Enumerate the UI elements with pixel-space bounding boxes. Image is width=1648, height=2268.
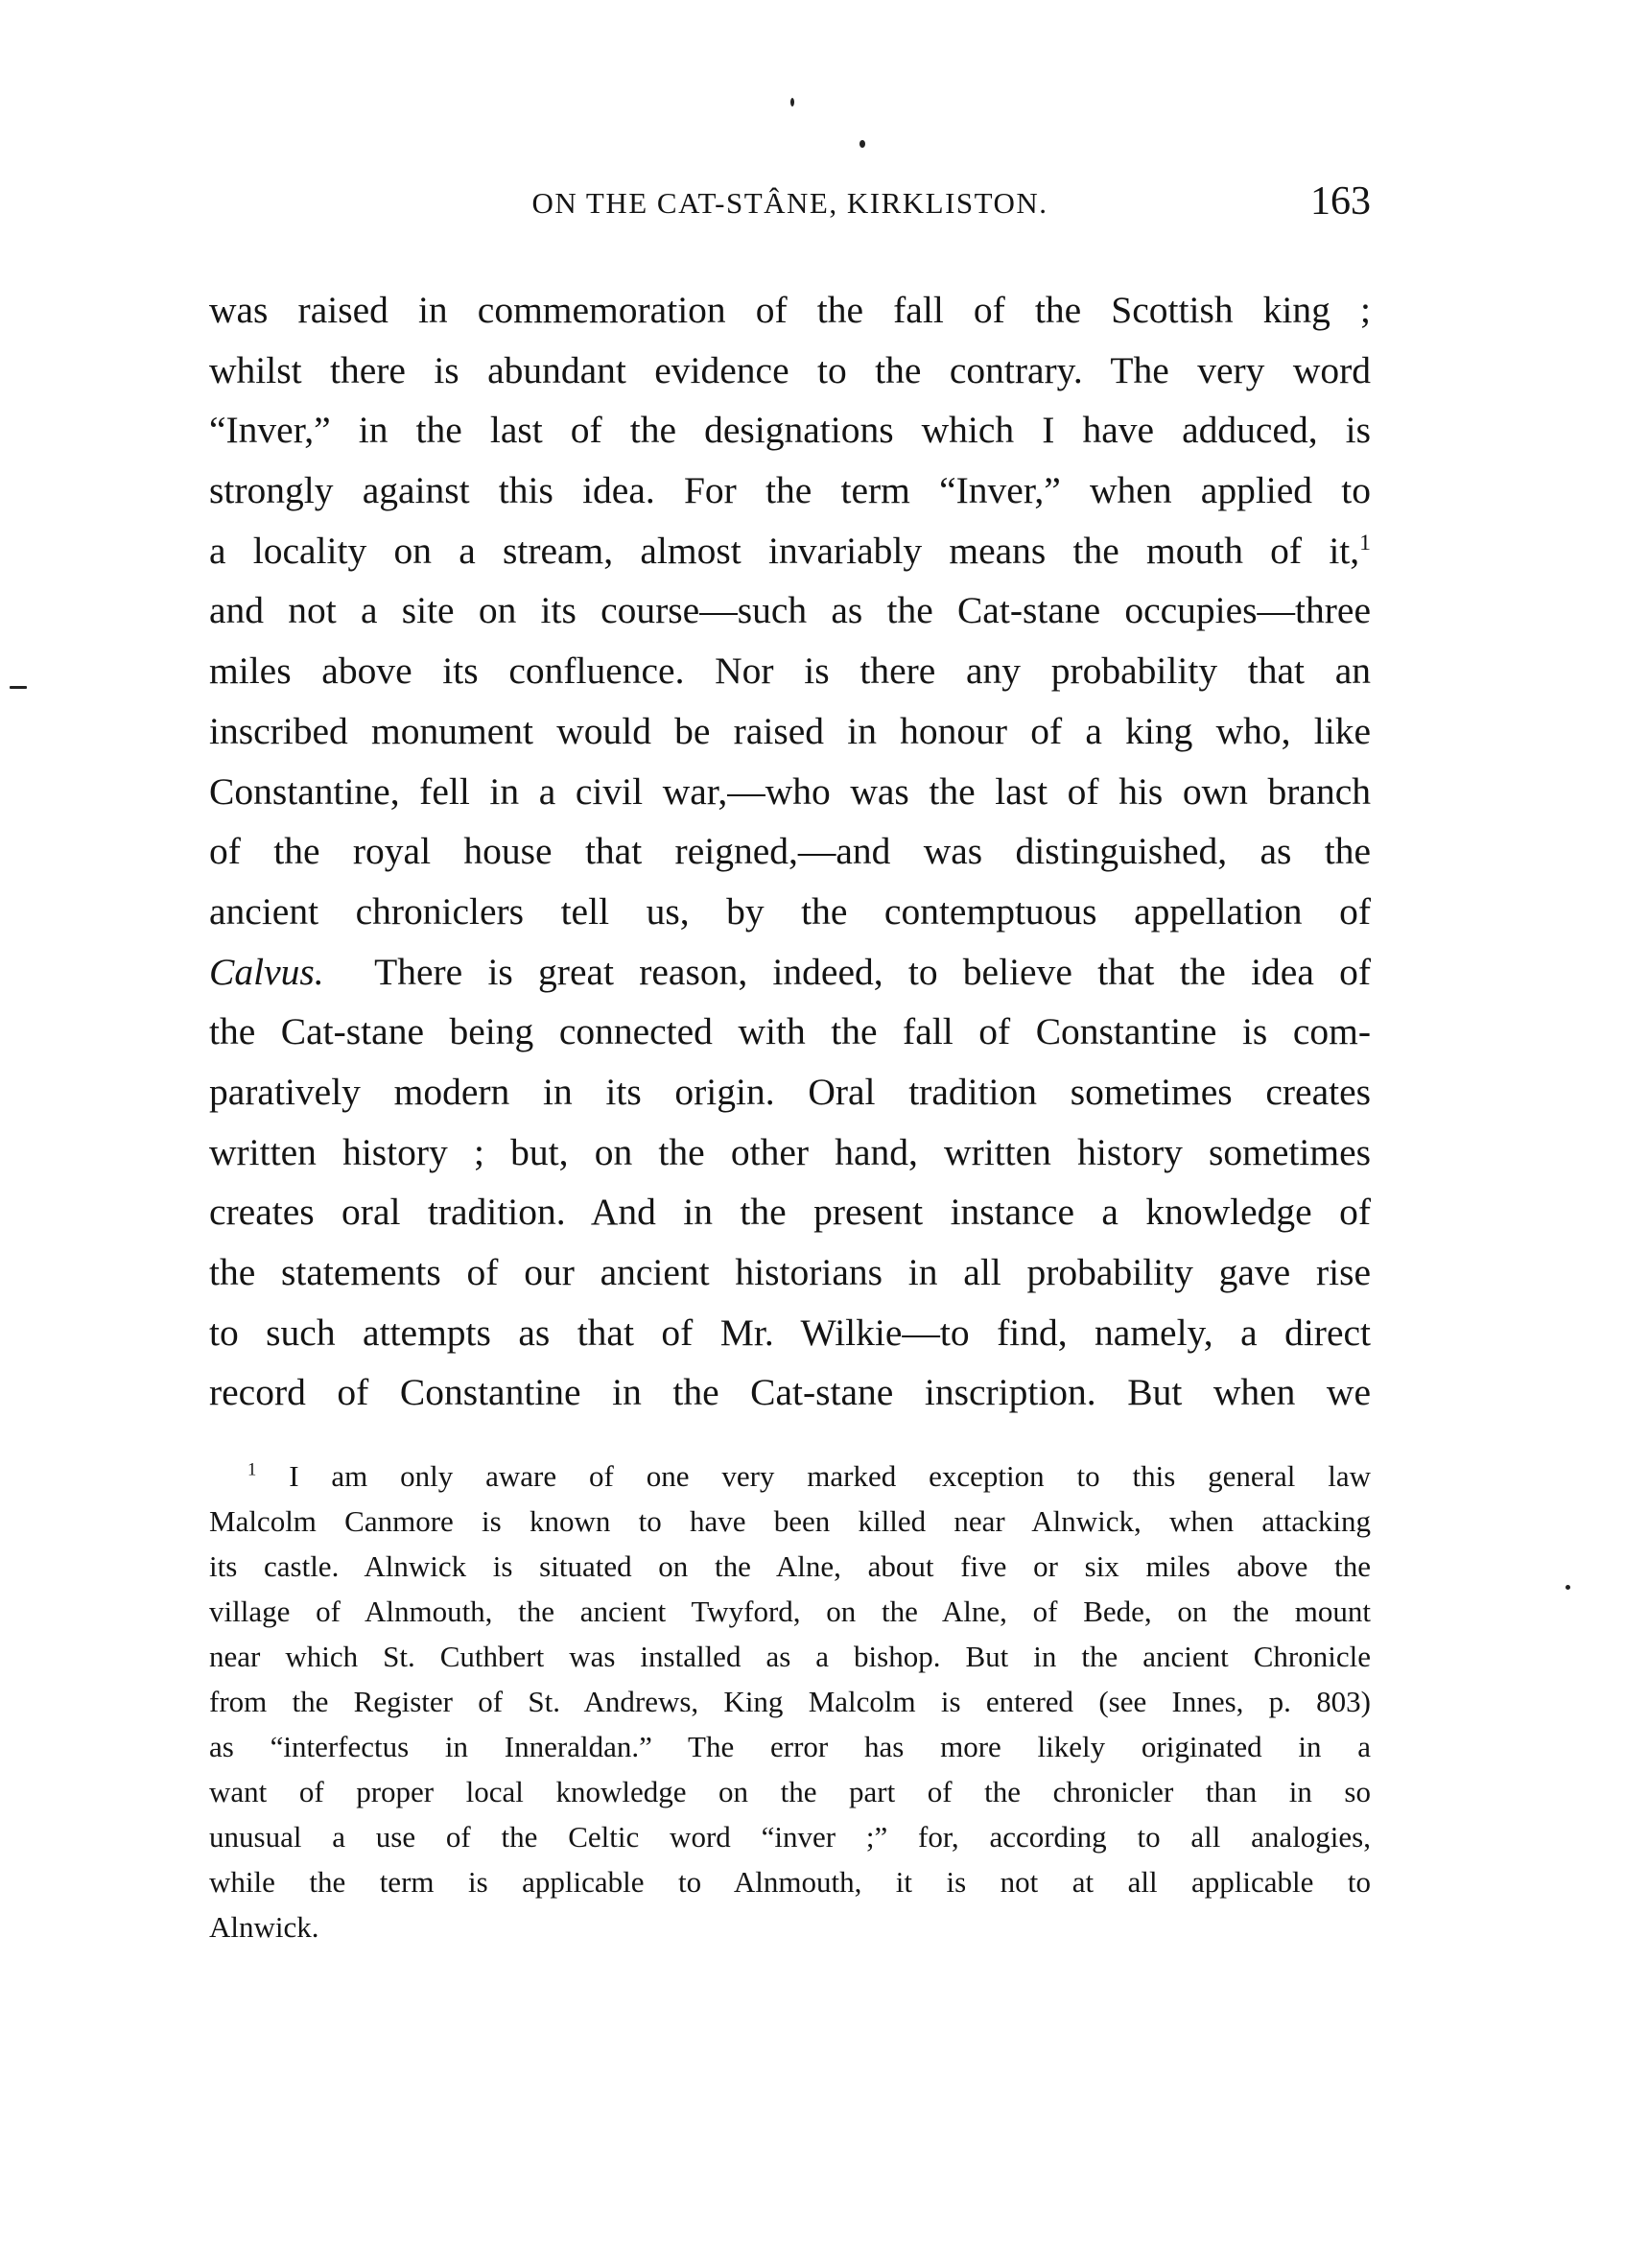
scan-speck (1566, 1585, 1570, 1590)
text-line: whilst there is abundant evidence to the contrary. The very word (209, 348, 1371, 391)
footnote-reference[interactable]: 1 (1359, 530, 1371, 555)
text-line: a locality on a stream, almost invariably means the mouth of it,$^1$ (209, 529, 1371, 572)
scan-speck (790, 98, 794, 106)
text-line: strongly against this idea. For the term “Inver,” when applied to (209, 469, 1371, 512)
text-line: inscribed monument would be raised in honour of a king who, like (209, 709, 1371, 752)
footnote-line: want of proper local knowledge on the part of the chronicler than in so (209, 1775, 1371, 1808)
scan-speck (859, 140, 865, 148)
footnote-line: unusual a use of the Celtic word “inver ;” for, according to all analogies, (209, 1820, 1371, 1854)
footnote-line: while the term is applicable to Alnmouth, it is not at all applicable to (209, 1865, 1371, 1899)
page-header (209, 178, 1371, 226)
footnote-marker: 1 (247, 1459, 257, 1480)
text-line: creates oral tradition. And in the present instance a knowledge of (209, 1191, 1371, 1234)
text-line: “Inver,” in the last of the designations which I have adduced, is (209, 409, 1371, 452)
text-line: paratively modern in its origin. Oral tradition sometimes creates (209, 1070, 1371, 1113)
text-line: of the royal house that reigned,—and was distinguished, as the (209, 830, 1371, 873)
footnote-line: its castle. Alnwick is situated on the Alne, about five or six miles above the (209, 1549, 1371, 1583)
text-line: and not a site on its course—such as the Cat-stane occupies—three (209, 589, 1371, 632)
footnote-line: as “interfectus in Inneraldan.” The error has more likely originated in a (209, 1730, 1371, 1763)
footnote-line: $^1$ I am only aware of one very marked exception to this general law (247, 1459, 1372, 1493)
text-line: the statements of our ancient historians in all probability gave rise (209, 1251, 1371, 1293)
text-line: miles above its confluence. Nor is there any probability that an (209, 650, 1371, 693)
footnote-line: Alnwick. (209, 1910, 319, 1944)
text-line: Constantine, fell in a civil war,—who was the last of his own branch (209, 769, 1371, 813)
scan-speck (10, 686, 27, 689)
footnote-line: near which St. Cuthbert was installed as a bishop. But in the ancient Chronicle (209, 1640, 1371, 1673)
text-line: record of Constantine in the Cat-stane inscription. But when we (209, 1371, 1371, 1414)
footnote (209, 1453, 1371, 1949)
footnote-line: from the Register of St. Andrews, King Malcolm is entered (see Innes, p. 803) (209, 1685, 1371, 1718)
text-line: was raised in commemoration of the fall of the Scottish king ; (209, 289, 1371, 331)
text-line: ancient chroniclers tell us, by the contemptuous appellation of (209, 889, 1371, 933)
text-line: to such attempts as that of Mr. Wilkie—to find, namely, a direct (209, 1311, 1371, 1354)
page-number: 163 (1310, 179, 1371, 224)
footnote-line: Malcolm Canmore is known to have been killed near Alnwick, when attacking (209, 1504, 1371, 1538)
body-text (209, 280, 1371, 1423)
text-line: the Cat-stane being connected with the fall of Constantine is com- (209, 1010, 1371, 1053)
text-line: Calvus. There is great reason, indeed, to believe that the idea of (209, 950, 1372, 993)
italic-term: Calvus. (209, 950, 324, 993)
running-title: ON THE CAT-STÂNE, KIRKLISTON. (531, 186, 1048, 220)
footnote-line: village of Alnmouth, the ancient Twyford, on the Alne, of Bede, on the mount (209, 1595, 1371, 1628)
text-line: written history ; but, on the other hand, written history sometimes (209, 1130, 1371, 1173)
